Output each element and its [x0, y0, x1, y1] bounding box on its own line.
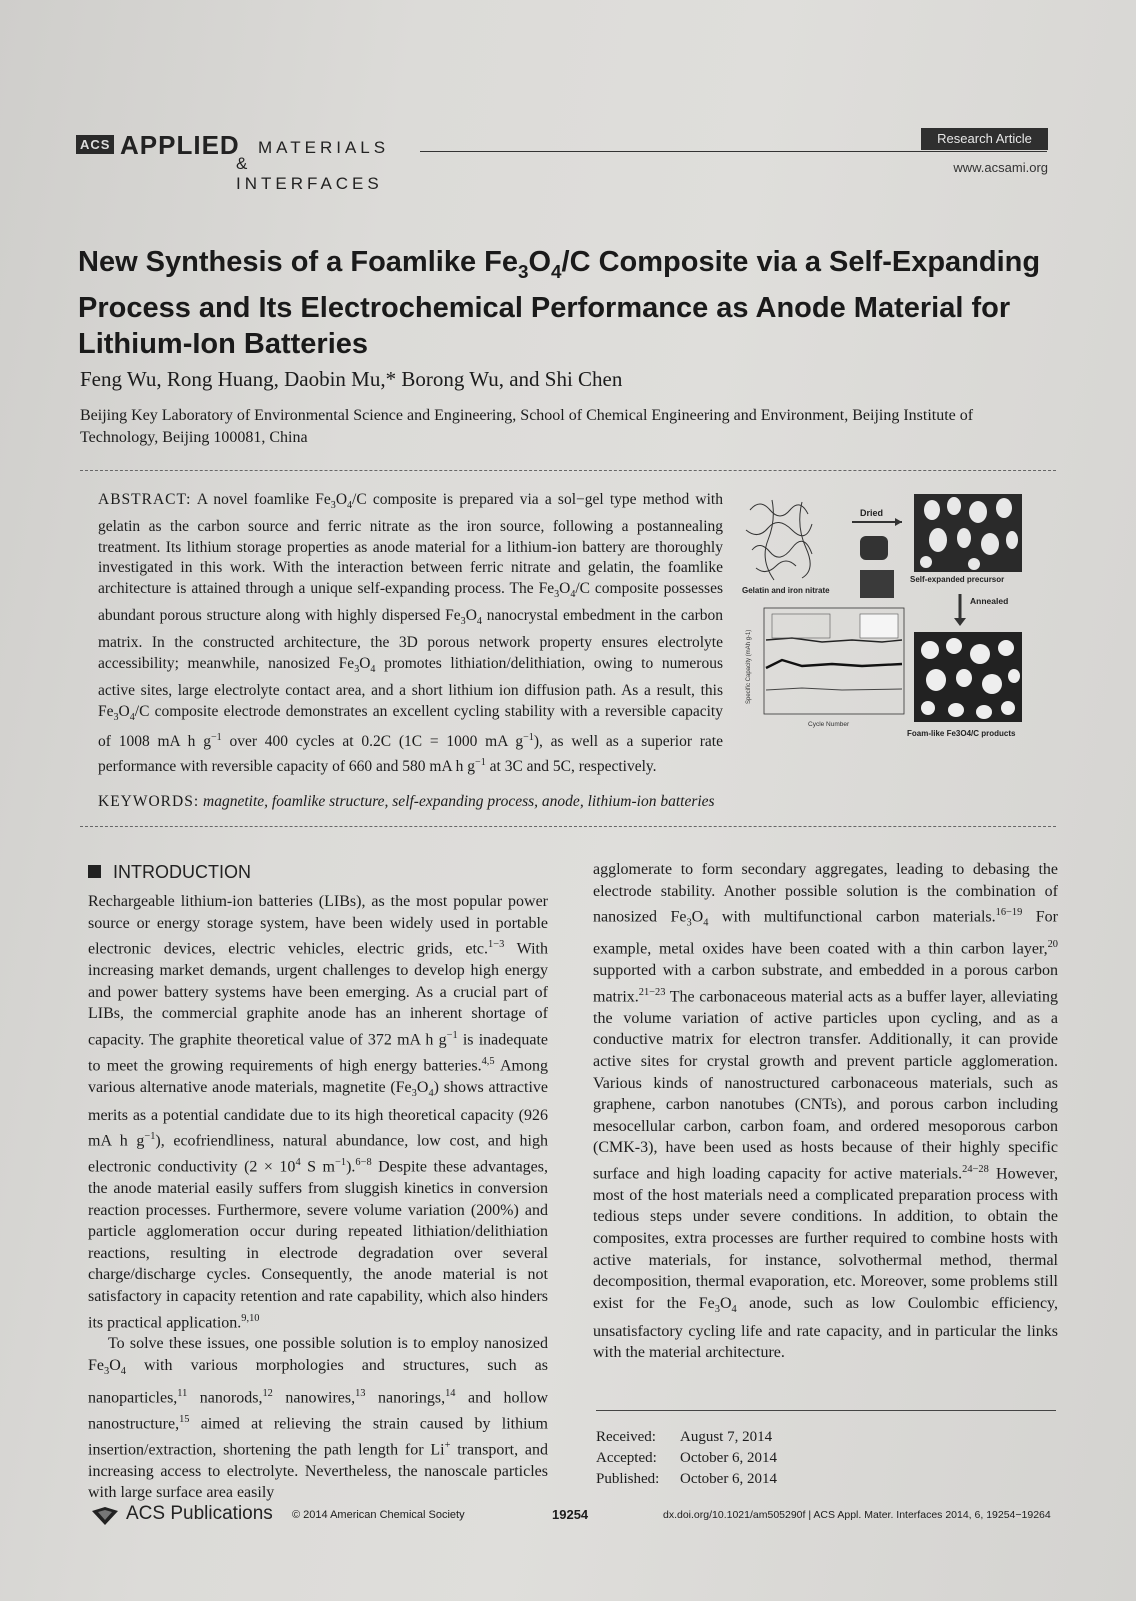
abstract: ABSTRACT: A novel foamlike $Fe_3O_4/C$ composite is prepared via a sol−gel type method with gelatin as the carbon source and ferric nitrate as the iron source, following a postannealing treatment. Its lithium storage properties as anode material for a lithium-ion battery are thoroughly investigated in this work. With the interaction between ferric nitrate and gelatin, the foamlike architecture is attained through a unique self-expanding process. The $Fe_3O_4/C$ composite possesses abundant porous structure along with highly dispersed $Fe_3O_4$ nanocrystal embedment in the carbon matrix. In the constructed architecture, the 3D porous network property ensures electrolyte accessibility; meanwhile, nanosized $Fe_3O_4$ promotes lithiation/delithiation, owing to numerous active sites, large electrolyte contact area, and a short lithium ion diffusion path. As a result, this $Fe_3O_4/C$ composite electrode demonstrates an excellent cycling stability with a reversible capacity of 1008 mA h $g^{-1}$ over 400 cycles at 0.2C (1C = 1000 mA $g^{-1}$), as well as a superior rate performance with reversible capacity of 660 and 580 mA h $g^{-1}$ at 3C and 5C, respectively. [98, 491, 723, 776]
section-bullet-icon [88, 865, 101, 878]
toc-annealed-label: Annealed [970, 596, 1009, 606]
keywords-text: magnetite, foamlike structure, self-expanding process, anode, lithium-ion batteries [203, 793, 715, 810]
foam-block-product [914, 632, 1022, 722]
journal-name-materials: MATERIALS [258, 138, 390, 157]
journal-website[interactable]: www.acsami.org [953, 160, 1048, 175]
toc-dried-label: Dried [860, 508, 884, 518]
page-footer [90, 1503, 1070, 1529]
gelatin-squiggle-icon [746, 500, 812, 580]
section-heading-text: INTRODUCTION [113, 862, 251, 882]
keywords-label: KEYWORDS: [98, 793, 200, 810]
intro-paragraph-3: agglomerate to form secondary aggregates, leading to debasing the electrode stability. Another possible solution is the combination of nanosized $Fe_3O_4$ with multifunctional carbon materials.$^{16-19}$ For example, metal oxides have been coated with a thin carbon layer,$^{20}$ supported with a carbon substrate, and embedded in a porous carbon matrix.$^{21-23}$ The carbonaceous material acts as a buffer layer, alleviating the volume variation of active particles upon cycling, and as a conductive matrix for electron transfer. Additionally, it can provide active sites for crystal growth and prevent particle agglomeration. Various kinds of nanostructured carbonaceous materials, such as graphene, carbon nanotubes (CNTs), and porous carbon including mesocellular carbon, carbon foam, and ordered mesoporous carbon (CMK-3), have been used as hosts because of their highly specific surface and high loading capacity for active materials.$^{24-28}$ However, most of the host materials need a complicated preparation process with tedious steps under severe conditions. In addition, to obtain the composites, extra processes are further required to combine hosts with active materials, for instance, solvothermal method, thermal decomposition, thermal evaporation, etc. Moreover, some problems still exist for the $Fe_3O_4$ anode, such as low Coulombic efficiency, unsatisfactory cycling life and rate capacity, and in particular the links with the material architecture. [593, 861, 1059, 1362]
toc-figure-svg [742, 490, 1042, 750]
acs-publications-logo-icon [90, 1505, 120, 1527]
keywords [98, 793, 898, 811]
header-rule [420, 151, 1047, 152]
toc-graphic [742, 490, 1042, 750]
abstract-top-rule [80, 470, 1056, 471]
date-published: Published: October 6, 2014 [596, 1471, 778, 1487]
body-column-left [88, 891, 548, 1504]
doi-citation[interactable]: dx.doi.org/10.1021/am505290f | ACS Appl. Mater. Interfaces 2014, 6, 19254−19264 [663, 1509, 1051, 1521]
intro-paragraph-2: To solve these issues, one possible solution is to employ nanosized $Fe_3O_4$ with various morphologies and structures, such as nanoparticles,$^{11}$ nanorods,$^{12}$ nanowires,$^{13}$ nanorings,$^{14}$ and hollow nanostructure,$^{15}$ aimed at relieving the strain caused by lithium insertion/extraction, shortening the path length for Li+ transport, and increasing access to electrolyte. Nevertheless, the nanoscale particles with large surface area easily [88, 1335, 549, 1502]
plot-ylabel: Specific Capacity (mAh g-1) [746, 629, 752, 704]
acs-logo: ACS [76, 135, 114, 154]
abstract-bottom-rule [80, 826, 1056, 827]
copyright: © 2014 American Chemical Society [292, 1509, 465, 1521]
page-number: 19254 [552, 1507, 589, 1522]
toc-products-label: Foam-like Fe3O4/C products [907, 729, 1016, 738]
section-heading-introduction [88, 862, 251, 883]
foam-block-precursor [914, 494, 1022, 572]
journal-name-applied: APPLIED [120, 130, 240, 160]
date-accepted: Accepted: October 6, 2014 [596, 1450, 778, 1466]
precursor-photo [860, 570, 894, 598]
cycling-plot [746, 608, 904, 728]
intro-paragraph-1: Rechargeable lithium-ion batteries (LIBs), as the most popular power source or energy storage system, have been widely used in portable electronic devices, electric vehicles, electric grids, etc.$^{1-3}$ With increasing market demands, urgent challenges to develop high energy and power battery systems have been emerging. As a crucial part of LIBs, the commercial graphite anode has an inherent shortage of capacity. The graphite theoretical value of 372 mA h $g^{-1}$ is inadequate to meet the growing requirements of high energy batteries.$^{4,5}$ Among various alternative anode materials, magnetite $(Fe_3O_4)$ shows attractive merits as a potential candidate due to its high theoretical capacity (926 mA h $g^{-1}$), ecofriendliness, natural abundance, low cost, and high electronic conductivity ($2 \times 10^4$ S $m^{-1}).^{6-8}$ Despite these advantages, the anode material easily suffers from sluggish kinetics in conversion reaction processes. Furthermore, severe volume variation (200%) and particle agglomeration occur during repeated lithiation/delithiation reactions, resulting in electrode degradation over several charge/discharge cycles. Consequently, the anode material is not satisfactory in capacity retention and rate capability, which also hinders its practical application.$^{9,10}$ [88, 893, 549, 1331]
article-title: New Synthesis of a Foamlike $Fe_3O_4/C$ Composite via a Self-Expanding Process and Its Electrochemical Performance as Anode Material for Lithium-Ion Batteries [78, 246, 1041, 360]
toc-precursor-label: Self-expanded precursor [910, 575, 1005, 584]
affiliation: Beijing Key Laboratory of Environmental Science and Engineering, School of Chemical Engineering and Environment, Beijing Institute of Technology, Beijing 100081, China [80, 407, 974, 446]
date-received: Received: August 7, 2014 [596, 1429, 773, 1445]
toc-gelatin-label: Gelatin and iron nitrate [742, 586, 830, 595]
journal-logo [76, 130, 406, 193]
dates-rule [596, 1410, 1056, 1411]
author-list: Feng Wu, Rong Huang, Daobin Mu,* Borong Wu, and Shi Chen [80, 367, 623, 391]
journal-name-interfaces: & INTERFACES [236, 154, 383, 193]
plot-xlabel: Cycle Number [808, 721, 850, 728]
dried-sample-photo [860, 536, 888, 560]
abstract-label: ABSTRACT: [98, 491, 192, 508]
article-dates [596, 1427, 777, 1490]
article-type-badge: Research Article [921, 128, 1048, 150]
publisher-name: ACS Publications [126, 1503, 273, 1524]
body-column-right [593, 859, 1058, 1364]
